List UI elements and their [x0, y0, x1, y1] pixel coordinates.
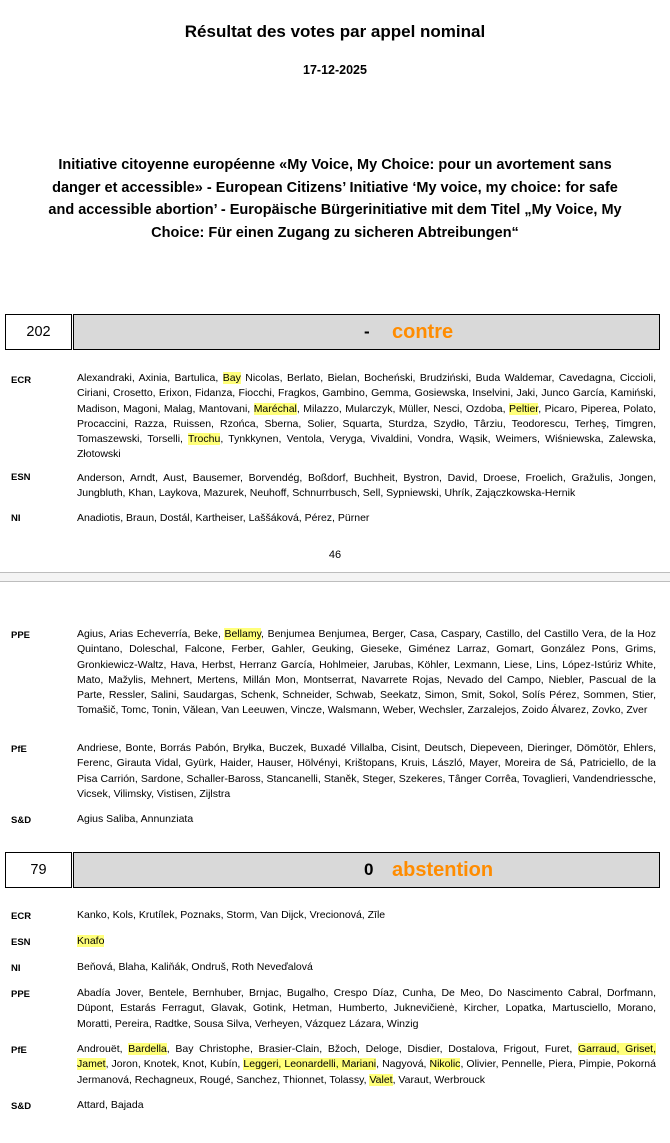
group-names [77, 908, 656, 923]
name-text: , Milazzo, Mularczyk, Müller, Nesci, Ozdoba, [296, 402, 510, 415]
group-names [77, 934, 656, 949]
vote-date: 17-12-2025 [303, 63, 367, 77]
contre-label: contre [392, 321, 454, 343]
contre-symbol: - [364, 322, 370, 341]
highlighted-name: Bay [222, 372, 241, 384]
group-code: PPE [11, 630, 31, 641]
group-code: S&D [11, 815, 32, 826]
highlighted-name: Bardella [128, 1043, 167, 1055]
name-text: , Bay Christophe, Brasier-Clain, Bžoch, Deloge, Disdier, Dostalova, Frigout, Furet, [166, 1043, 578, 1055]
name-text: , Tynkkynen, Ventola, Veryga, Vivaldini, Vondra, Wąsik, Weimers, Wiśniewska, Zalewska, Złotowski [77, 433, 656, 461]
page-title: Résultat des votes par appel nominal [184, 22, 486, 41]
abstention-count: 79 [5, 852, 72, 888]
name-text: , Picaro, Piperea, Polato, Procaccini, Razza, Ruissen, Rzońca, Sberna, Solier, Squarta, Sturdza, Szydło, Târziu, Teodorescu, Terheş, Timgren, Tomaszewski, Torselli, [77, 402, 656, 446]
highlighted-name: Knafo [77, 935, 105, 947]
name-text: Agius Saliba, Annunziata [77, 813, 194, 825]
group-names [77, 986, 656, 1032]
group-names [77, 741, 656, 802]
group-code: S&D [11, 1101, 32, 1112]
name-text: Anderson, Arndt, Aust, Bausemer, Borvendég, Boßdorf, Buchheit, Bystron, David, Droese, Froelich, Gražulis, Jongen, Jungbluth, Khan, Laykova, Mazurek, Neuhoff, Schnurrbusch, Sell, Sypniewski, Uhrík, Zajączkowska-Hernik [77, 472, 656, 500]
name-text: , Benjumea Benjumea, Berger, Casa, Caspary, Castillo, del Castillo Vera, de la Hoz Quintano, Doleschal, Falcone, Ferber, Gahler, Geuking, Gieseke, Giménez Larraz, Gomart, González Pons, Grims, Gronkiewicz-Waltz, Hava, Herbst, Herranz García, Hohlmeier, Jarubas, Köhler, Lexmann, Liese, Lins, López-Istúriz White, Mato, Mažylis, Mehnert, Mertens, Millán Mon, Montserrat, Navarrete Rojas, Nevado del Campo, Niebler, Pascual de la Parte, Ressler, Salini, Saudargas, Schenk, Schneider, Schwab, Seekatz, Simon, Smit, Sokol, Solís Pérez, Sommen, Stier, Tomašič, Tomc, Tonin, Vălean, Van Leeuwen, Vincze, Walsmann, Weber, Wechsler, Zarzalejos, Zoido Álvarez, Zovko, Zver [77, 628, 656, 717]
group-code: PPE [11, 989, 31, 1000]
name-text: Alexandraki, Axinia, Bartulica, [77, 372, 223, 384]
vote-subject: Initiative citoyenne européenne «My Voice, My Choice: pour un avortement sans danger et accessible» - European Citizens’ Initiative ‘My voice, my choice: for safe and accessible abortion’ - Europäische Bürgerinitiative mit dem Titel „My Voice, My Choice: Für einen Zugang zu sicheren Abtreibungen“ [48, 157, 622, 241]
group-code: ESN [11, 472, 31, 483]
abstention-label: abstention [392, 859, 494, 881]
page-number: 46 [328, 549, 342, 561]
abstention-header [73, 852, 660, 888]
page-break [0, 572, 670, 582]
group-code: ESN [11, 937, 31, 948]
name-text: Anadiotis, Braun, Dostál, Kartheiser, Laššáková, Pérez, Pürner [77, 512, 370, 524]
name-text: Abadía Jover, Bentele, Bernhuber, Brnjac, Bugalho, Crespo Díaz, Cunha, De Meo, Do Nascimento Cabral, Dorfmann, Düpont, Estarás Ferragut, Glavak, Gotink, Hetman, Humberto, Juknevičienė, Kircher, Lopatka, Martusciello, Morano, Moratti, Pereira, Radtke, Sousa Silva, Verheyen, Vázquez Lázara, Winzig [77, 987, 656, 1030]
highlighted-name: Maréchal [253, 402, 297, 415]
group-code: ECR [11, 375, 32, 386]
name-text: , Nagyová, [376, 1058, 430, 1071]
name-text: , Varaut, Werbrouck [392, 1073, 485, 1086]
group-names [77, 1042, 656, 1088]
name-text: Agius, Arias Echeverría, Beke, [77, 628, 225, 640]
name-text: Beňová, Blaha, Kaliňák, Ondruš, Roth Neveďalová [77, 961, 313, 973]
contre-bar [5, 314, 660, 350]
contre-header [73, 314, 660, 350]
group-code: ECR [11, 911, 32, 922]
name-text: Kanko, Kols, Krutílek, Poznaks, Storm, Van Dijck, Vrecionová, Zīle [77, 909, 386, 921]
name-text: , Joron, Knotek, Knot, Kubín, [105, 1058, 244, 1071]
name-text: , Olivier, Pennelle, Piera, Pimpie, Pokorná Jermanová, Rechagneux, Rougé, Sanchez, Thionnet, Tolassy, [77, 1058, 656, 1086]
group-code: PfE [11, 744, 27, 755]
name-text: Andriese, Bonte, Borrás Pabón, Bryłka, Buczek, Buxadé Villalba, Cisint, Deutsch, Diepeveen, Dieringer, Dömötör, Ehlers, Ferenc, Girauta Vidal, Gyürk, Haider, Hauser, Hölvényi, Krištopans, Kruis, László, Mayer, Moreira de Sá, Patriciello, de la Pisa Carrión, Sardone, Schaller-Baross, Stancanelli, Staněk, Steger, Szekeres, Tânger Corrêa, Tovaglieri, Vandendriessche, Vicsek, Vilimsky, Vistisen, Zijlstra [77, 742, 656, 800]
group-code: PfE [11, 1045, 27, 1056]
group-names [77, 812, 656, 827]
highlighted-name: Leggeri, Leonardelli, Mariani [243, 1058, 377, 1071]
group-names [77, 471, 656, 502]
group-names [77, 627, 656, 719]
contre-count: 202 [5, 314, 72, 350]
group-names [77, 511, 656, 526]
name-text: Attard, Bajada [77, 1099, 144, 1111]
highlighted-name: Garraud, Griset, Jamet [77, 1043, 656, 1071]
abstention-bar [5, 852, 660, 888]
group-names [77, 371, 656, 463]
highlighted-name: Valet [369, 1073, 393, 1086]
group-names [77, 1098, 656, 1113]
abstention-symbol: 0 [364, 860, 374, 879]
highlighted-name: Nikolic [429, 1058, 461, 1071]
group-names [77, 960, 656, 975]
name-text: Androuët, [77, 1043, 129, 1055]
highlighted-name: Bellamy [224, 628, 262, 640]
group-code: NI [11, 963, 21, 974]
group-code: NI [11, 513, 21, 524]
name-text: Nicolas, Berlato, Bielan, Bocheński, Brudziński, Buda Waldemar, Cavedagna, Ciccioli, Ciriani, Crosetto, Erixon, Fidanza, Fiocchi, Fragkos, Gambino, Gemma, Gosiewska, Inselvini, Jaki, Junco García, Kamiński, Madison, Magoni, Malag, Mantovani, [77, 372, 656, 415]
highlighted-name: Trochu [188, 433, 221, 446]
highlighted-name: Peltier [509, 402, 539, 415]
